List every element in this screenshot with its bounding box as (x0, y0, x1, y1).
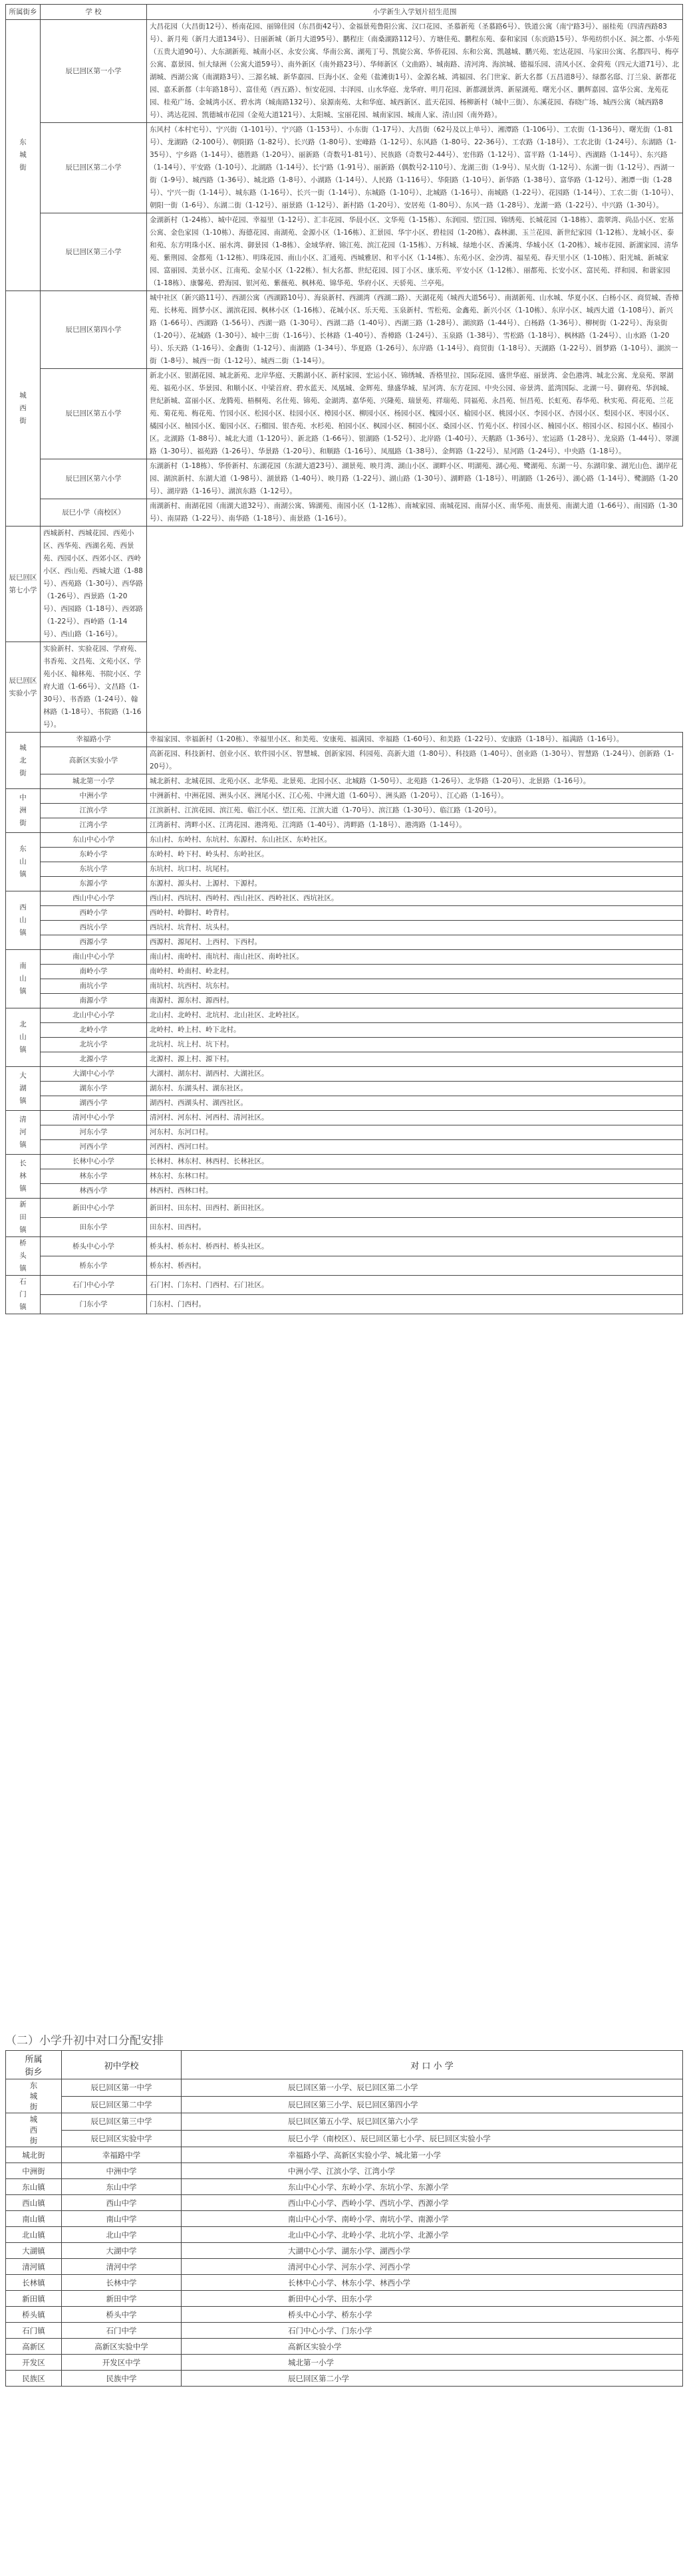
zone-cell: 江湾新村、湾畔小区、江湾花园、港湾苑、江湾路（1-40号）、湾畔路（1-18号）、港湾路（1-14号）。 (147, 818, 683, 833)
feeder-cell: 辰巳回区第一小学、辰巳回区第二小学 (182, 2079, 683, 2097)
street-cell: 民族区 (6, 2371, 62, 2387)
table-header-row (6, 5, 683, 20)
table-row (6, 2211, 683, 2227)
zone-cell: 南岭村、岭南村、岭北村。 (147, 965, 683, 979)
street-cell: 东 城 街 (6, 20, 41, 291)
table-row (6, 1008, 683, 1023)
street-cell: 新田镇 (6, 2291, 62, 2307)
table-row (6, 979, 683, 994)
school-cell: 辰巳回区第二小学 (41, 123, 147, 213)
feeder-cell: 清河中心小学、河东小学、河西小学 (182, 2259, 683, 2275)
table-row (6, 1199, 683, 1218)
zone-cell: 林西村、西林口村。 (147, 1184, 683, 1199)
table-row (6, 2355, 683, 2371)
zone-cell: 西城新村、西城花园、西苑小区、西华苑、西湖名苑、西景苑、西园小区、西郊小区、西岭小区、西山苑、西城大道（1-88号）、西苑路（1-30号）、西华路（1-26号）、西景路（1-20号）、西园路（1-18号）、西郊路（1-22号）、西岭路（1-14号）、西山路（1-16号）。 (41, 527, 147, 642)
zone-cell: 新田村、田东村、田西村、新田社区。 (147, 1199, 683, 1218)
feeder-cell: 大湖中心小学、湖东小学、湖西小学 (182, 2243, 683, 2259)
table-row (6, 2096, 683, 2113)
street-cell: 长林镇 (6, 2275, 62, 2291)
table-row (6, 950, 683, 965)
table-row (6, 1256, 683, 1276)
enrollment-zone-table (5, 4, 683, 1314)
street-cell: 城北街 (6, 2147, 62, 2163)
zone-cell: 北坑村、坑上村、坑下村。 (147, 1038, 683, 1052)
school-cell: 林东小学 (41, 1169, 147, 1184)
zone-cell: 东岭村、岭下村、岭头村、东岭社区。 (147, 848, 683, 862)
zone-cell: 长林村、林东村、林西村、长林社区。 (147, 1155, 683, 1169)
table-row (6, 818, 683, 833)
table-row (6, 1038, 683, 1052)
street-cell: 东 城 街 (6, 2079, 62, 2113)
table-row (6, 2275, 683, 2291)
street-cell: 中 洲 街 (6, 789, 41, 833)
school-cell: 辰巳回区第六小学 (41, 459, 147, 499)
school-cell: 新田中心小学 (41, 1199, 147, 1218)
school-cell: 清河中学 (62, 2259, 182, 2275)
zone-cell: 高新花园、科技新村、创业小区、软件园小区、智慧城、创新家园、科园苑、高新大道（1-80号）、科技路（1-40号）、创业路（1-30号）、智慧路（1-24号）、创新路（1-20号）。 (147, 747, 683, 774)
feeder-cell: 东山中心小学、东岭小学、东坑小学、东源小学 (182, 2179, 683, 2195)
school-cell: 江湾小学 (41, 818, 147, 833)
header-street (6, 2051, 62, 2079)
zone-cell: 幸福家园、幸福新村（1-20栋）、幸福里小区、和美苑、安康苑、福满园、幸福路（1-60号）、和美路（1-22号）、安康路（1-18号）、福满路（1-16号）。 (147, 733, 683, 747)
zone-cell: 林东村、东林口村。 (147, 1169, 683, 1184)
street-cell: 清 河 镇 (6, 1111, 41, 1155)
school-cell: 新田中学 (62, 2291, 182, 2307)
zone-cell: 南源村、源东村、源西村。 (147, 994, 683, 1008)
table-row (6, 369, 683, 459)
table-row (6, 2195, 683, 2211)
street-cell: 长 林 镇 (6, 1155, 41, 1199)
zone-cell: 石门村、门东村、门西村、石门社区。 (147, 1276, 683, 1295)
header-school: 学 校 (41, 5, 147, 20)
feeder-cell: 北山中心小学、北岭小学、北坑小学、北源小学 (182, 2227, 683, 2243)
street-cell: 城 北 街 (6, 733, 41, 789)
table-header-row (6, 2051, 683, 2079)
middle-school-assignment-table (5, 2050, 683, 2387)
table-row (6, 2179, 683, 2195)
feeder-cell: 新田中心小学、田东小学 (182, 2291, 683, 2307)
street-cell: 东山镇 (6, 2179, 62, 2195)
zone-cell: 东风村（本村宅号）、宁兴街（1-101号）、宁兴路（1-153号）、小东街（1-17号）、大昌街（62号及以上单号）、湘潭路（1-106号）、工农街（1-136号）、曙光街（1-81号）、龙湖路（2-100号）、朝阳路（1-82号）、长兴路（1-80号）、宏峰路（1-12号）、东风路（1-80号、22-36号）、工农路（1-18号）、工农北街（1-24号）、东湖路（1-35号）、宁乡路（1-14号）、德胜路（1-20号）、丽新路（奇数号1-81号）、民族路（奇数号2-44号）、宏伟路（1-12号）、富平路（1-14号）、西湖路（1-14号）、东兴路（1-14号）、平安路（1-10号）、北湖路（1-14号）、长宁路（1-91号）、丽新路（偶数号2-110号）、龙湖三街（1-9号）、星火街（1-12号）、东湖一街（1-12号）、西湖一街（1-9号）、城西路（1-36号）、城北路（1-8号）、小湖路（1-14号）、人民路（1-116号）、华阳路（1-10号）、新华路（1-38号）、富华路（1-12号）、湘潭一街（1-28号）、宁兴一街（1-14号）、城东路（1-16号）、长兴一街（1-14号）、东城路（1-10号）、北城路（1-16号）、南城路（1-22号）、花园路（1-14号）、工农二街（1-10号）、朝阳一街（1-6号）、东湖二街（1-12号）、丽景路（1-12号）、新村路（1-20号）、安居苑（1-80号）、东风一路（1-28号）、龙湖一路（1-22号）、中兴路（1-30号）。 (147, 123, 683, 213)
feeder-cell: 南山中心小学、南岭小学、南坑小学、南源小学 (182, 2211, 683, 2227)
zone-cell: 南坑村、坑西村、坑东村。 (147, 979, 683, 994)
table-row (6, 2259, 683, 2275)
school-cell: 湖西小学 (41, 1096, 147, 1111)
header-feeder-schools: 对 口 小 学 (182, 2051, 683, 2079)
table-row (6, 965, 683, 979)
table-row (6, 2113, 683, 2131)
school-cell: 西山中学 (62, 2195, 182, 2211)
school-cell: 西源小学 (41, 935, 147, 950)
school-cell: 幸福路中学 (62, 2147, 182, 2163)
street-cell: 西山镇 (6, 2195, 62, 2211)
school-cell: 中洲小学 (41, 789, 147, 804)
zone-cell: 大昌花园（大昌街12号）、桥南花园、丽锦佳园（东昌街42号）、金福景苑鲁阳公寓、汉口花园、圣慕新苑（圣慕路6号）、铁道公寓（南宁路3号）、丽桂苑（四清西路83号）、新月苑（新月大道134号）、日丽新城（新月大道95号）、鹏程庄（南桑湖路112号）、方塘佳苑、鹏程东苑、泰和家园（东贡路15号）、华苑纺织小区、洞之都、小华苑（五贵大道90号）、大东湖新苑、城南小区、永安公寓、华南公寓、湖苑丁号、凯旋公寓、华侨花园、东和公寓、凯越城、鹏兴苑、宏达花园、马家田公寓、名都四号、梅亭公寓、嘉景园、恒大绿洲（公寓大道59号）、南外新区（南外路23号）、华师新区（文曲路）、城南路、清河湾、海滨城、德福乐园、清风小区、金荷苑（四元大道71号）、北湖城、西湖公寓（南湖路3号）、三源名城、新华嘉园、巨海小区、金苑（盐滩街1号）、金源名城、鸿福园、名门世家、新大名都（五昌道8号）、绿都名邸、汀兰泉、新都花园、嘉禾新都（丰年路18号）、富佳苑（西五路）、恒安花园、丰泽园、山水华庭、龙华府、明月花园、新都湖景湾、新屋湖苑、曙光小区、鹏辉嘉园、富华公寓、龙苑花园、桂苑广场、金城湾小区、碧水湾（城南路132号）、泉源南苑、太和华庭、城西新区、蓝天花园、杨柳新村（城中三街）、东溪花园、春晓广场、城西公寓（城西路8号）、鸿达花园、凯德城市花园（金苑大道121号）、太阳城、宝丽花园、城南家园、城南人家、清山园（南外路）。 (147, 20, 683, 123)
table-row (6, 862, 683, 877)
table-row (6, 877, 683, 891)
school-cell: 南岭小学 (41, 965, 147, 979)
zone-cell: 田东村、田西村。 (147, 1218, 683, 1237)
table-row (6, 2323, 683, 2339)
zone-cell: 金湖新村（1-24栋）、城中花园、幸福里（1-12号）、汇丰花园、华晨小区、文华苑（1-15栋）、东润园、望江园、锦绣苑、长城花园（1-18栋）、翡翠湾、尚品小区、宏基公寓、金色家园（1-10栋）、海德花园、南湖苑、金源小区（1-16栋）、汇景园、华宇小区、碧桂园（1-20栋）、森林湖、玉兰花园、新世纪家园（1-12栋）、龙城小区、泰和苑、东方明珠小区、丽水湾、御景园（1-8栋）、金域华府、锦江苑、滨江花园（1-15栋）、万科城、绿地小区、香溪湾、华城小区（1-20栋）、城市花园、新湖家园、清华苑、紫荆园、金都苑（1-12栋）、明珠花园、南山小区、汇通苑、西城雅居、和平小区（1-14栋）、东苑小区、金沙湾、福星苑、春天里小区（1-10栋）、阳光城、新城家园、富丽园、美景小区、江南苑、金星小区（1-22栋）、恒大名都、世纪花园、园丁小区、康乐苑、平安小区（1-12栋）、丽都苑、长安小区、富民苑、祥和园、和谐家园（1-18栋）、康馨苑、碧海园、银河苑、紫薇苑、枫林苑、锦华苑、华府小区、天骄苑、兰亭苑。 (147, 213, 683, 291)
header-middle-school: 初中学校 (62, 2051, 182, 2079)
school-cell: 北坑小学 (41, 1038, 147, 1052)
table-row (6, 1140, 683, 1155)
table-row (6, 1111, 683, 1125)
table-row (6, 459, 683, 499)
zone-cell: 北山村、北岭村、北坑村、北山社区、北岭社区。 (147, 1008, 683, 1023)
school-cell: 林西小学 (41, 1184, 147, 1199)
zone-cell: 南山村、南岭村、南坑村、南山社区、南岭社区。 (147, 950, 683, 965)
zone-cell: 北岭村、岭上村、岭下北村。 (147, 1023, 683, 1038)
table-row (6, 2163, 683, 2179)
school-cell: 北源小学 (41, 1052, 147, 1067)
zone-cell: 新北小区、银湖花园、城北新苑、北岸华庭、天鹅湖小区、新村家园、宏运小区、锦绣城、香格里拉、国际花园、盛世华庭、丽景湾、金色港湾、城北公寓、龙泉苑、翠湖苑、福苑小区、华景园、和顺小区、中梁首府、碧水蓝天、凤凰城、金辉苑、鼎盛华城、星河湾、东方花园、中央公园、帝景湾、蓝湾国际、北湖一号、御府苑、华润城、世纪新城、富丽小区、龙腾苑、梧桐苑、名仕苑、锦苑、金湖湾、嘉华苑、兴隆苑、瑞景苑、祥瑞苑、同福苑、永昌苑、恒昌苑、长虹苑、春华苑、秋实苑、荷花苑、兰花苑、菊花苑、梅花苑、竹园小区、松园小区、桂园小区、樟园小区、柳园小区、杨园小区、槐园小区、榆园小区、桃园小区、李园小区、杏园小区、梨园小区、枣园小区、橘园小区、柚园小区、葡园小区、石榴园、银杏苑、水杉苑、柏园小区、枫园小区、桐园小区、桑园小区、竹苑小区、梓园小区、楠园小区、榕园小区、棕园小区、椿园小区。北湖路（1-88号）、城北大道（1-120号）、新北路（1-66号）、银湖路（1-52号）、北岸路（1-40号）、天鹅路（1-36号）、宏运路（1-28号）、龙泉路（1-44号）、翠湖路（1-30号）、福苑路（1-26号）、华景路（1-20号）、和顺路（1-16号）、凤凰路（1-38号）、金辉路（1-22号）、星河路（1-24号）、中央路（1-18号）。 (147, 369, 683, 459)
street-cell: 北 山 镇 (6, 1008, 41, 1067)
school-cell: 西岭小学 (41, 906, 147, 921)
school-cell: 河东小学 (41, 1125, 147, 1140)
table-row (6, 921, 683, 935)
school-cell: 辰巳回区第七小学 (6, 527, 41, 642)
table-row (6, 2291, 683, 2307)
zone-cell: 西山村、西坑村、西岭村、西山社区、西岭社区、西坑社区。 (147, 891, 683, 906)
table-row (6, 1218, 683, 1237)
street-cell: 南山镇 (6, 2211, 62, 2227)
feeder-cell: 辰巳小学（南校区）、辰巳回区第七小学、辰巳回区实验小学 (182, 2130, 683, 2147)
table-row (6, 1276, 683, 1295)
zone-cell: 中洲新村、中洲花园、洲头小区、洲尾小区、江心苑、中洲大道（1-60号）、洲头路（1-20号）、江心路（1-16号）。 (147, 789, 683, 804)
school-cell: 南山中学 (62, 2211, 182, 2227)
zone-cell: 桥东村、桥西村。 (147, 1256, 683, 1276)
table-row (6, 1295, 683, 1314)
zone-cell: 东湖新村（1-18栋）、华侨新村、东湖花园（东湖大道23号）、湖景苑、映月湾、湖山小区、湖畔小区、明湖苑、湖心苑、鹭湖苑、东湖一号、东湖印象、湖光山色、湖岸花园、湖滨新村、东湖大道（1-98号）、湖景路（1-40号）、映月路（1-22号）、湖山路（1-30号）、湖畔路（1-18号）、明湖路（1-26号）、湖心路（1-14号）、鹭湖路（1-20号）、湖岸路（1-16号）、湖滨东路（1-12号）。 (147, 459, 683, 499)
feeder-cell: 桥头中心小学、桥东小学 (182, 2307, 683, 2323)
table-row (6, 1023, 683, 1038)
section-title: （二）小学升初中对口分配安排 (5, 2034, 164, 2048)
school-cell: 高新区实验中学 (62, 2339, 182, 2355)
table-row (6, 848, 683, 862)
school-cell: 辰巳回区第五小学 (41, 369, 147, 459)
street-cell: 石 门 镇 (6, 1276, 41, 1314)
school-cell: 东岭小学 (41, 848, 147, 862)
table-row (6, 1125, 683, 1140)
table-row (6, 2243, 683, 2259)
enrollment-zone-table-body (6, 5, 683, 1314)
street-cell: 西 山 镇 (6, 891, 41, 950)
school-cell: 开发区中学 (62, 2355, 182, 2371)
school-cell: 西坑小学 (41, 921, 147, 935)
zone-cell: 城中社区（新兴路11号）、西湖公寓（西湖路10号）、海泉新村、西湖湾（西湖二路）、天湖花苑（城西大道56号）、南湖新苑、山水城、华夏小区、白杨小区、商贸城、香樟苑、长林苑、圆梦小区、湖滨花园、枫林小区（1-16栋）、花城小区、乐天苑、玉泉新村、雪松苑、金鑫苑、新兴小区（1-10栋）、东岸小区、城西大道（1-108号）、新兴路（1-66号）、西湖路（1-56号）、西湖一路（1-30号）、西湖二路（1-40号）、西湖三路（1-28号）、湖滨路（1-44号）、白杨路（1-36号）、柳树街（1-22号）、海泉街（1-20号）、花城路（1-30号）、城中三街（1-16号）、长林路（1-40号）、香樟路（1-24号）、玉泉路（1-38号）、雪松路（1-18号）、枫林路（1-24号）、山水路（1-20号）、乐天路（1-16号）、金鑫街（1-12号）、南湖路（1-34号）、华夏路（1-26号）、东岸路（1-14号）、商贸街（1-18号）、天湖路（1-22号）、圆梦路（1-10号）、湖滨一街（1-8号）、城西一街（1-12号）、城西二街（1-14号）。 (147, 291, 683, 369)
school-cell: 湖东小学 (41, 1082, 147, 1096)
school-cell: 高新区实验小学 (41, 747, 147, 774)
feeder-cell: 辰巳回区第五小学、辰巳回区第六小学 (182, 2113, 683, 2131)
street-cell: 大湖镇 (6, 2243, 62, 2259)
zone-cell: 西岭村、岭脚村、岭背村。 (147, 906, 683, 921)
feeder-cell: 城北第一小学 (182, 2355, 683, 2371)
table-row (6, 20, 683, 123)
table-row (6, 804, 683, 818)
feeder-cell: 辰巳回区第二小学 (182, 2371, 683, 2387)
table-row (6, 499, 683, 527)
zone-cell: 西源村、源尾村、上西村、下西村。 (147, 935, 683, 950)
school-cell: 长林中学 (62, 2275, 182, 2291)
table-row (6, 1082, 683, 1096)
street-cell: 桥 头 镇 (6, 1237, 41, 1276)
school-cell: 大湖中学 (62, 2243, 182, 2259)
zone-cell: 北源村、源上村、源下村。 (147, 1052, 683, 1067)
zone-cell: 河西村、西河口村。 (147, 1140, 683, 1155)
school-cell: 江滨小学 (41, 804, 147, 818)
school-cell: 石门中心小学 (41, 1276, 147, 1295)
table-row (6, 527, 683, 642)
school-cell: 田东小学 (41, 1218, 147, 1237)
table-row (6, 2079, 683, 2097)
table-row (6, 1169, 683, 1184)
street-cell: 城 西 街 (6, 291, 41, 527)
table-row (6, 733, 683, 747)
school-cell: 北山中学 (62, 2227, 182, 2243)
school-cell: 辰巳回区第三小学 (41, 213, 147, 291)
feeder-cell: 石门中心小学、门东小学 (182, 2323, 683, 2339)
feeder-cell: 幸福路小学、高新区实验小学、城北第一小学 (182, 2147, 683, 2163)
school-cell: 辰巳回区实验小学 (6, 642, 41, 733)
table-row (6, 1237, 683, 1256)
table-row (6, 1096, 683, 1111)
street-cell: 南 山 镇 (6, 950, 41, 1008)
school-cell: 幸福路小学 (41, 733, 147, 747)
school-cell: 东源小学 (41, 877, 147, 891)
feeder-cell: 中洲小学、江滨小学、江湾小学 (182, 2163, 683, 2179)
zone-cell: 河东村、东河口村。 (147, 1125, 683, 1140)
table-row (6, 2227, 683, 2243)
zone-cell: 清河村、河东村、河西村、清河社区。 (147, 1111, 683, 1125)
table-row (6, 747, 683, 774)
school-cell: 长林中心小学 (41, 1155, 147, 1169)
school-cell: 南山中心小学 (41, 950, 147, 965)
zone-cell: 湖西村、西湖头村、湖西社区。 (147, 1096, 683, 1111)
street-cell: 东 山 镇 (6, 833, 41, 891)
feeder-cell: 长林中心小学、林东小学、林西小学 (182, 2275, 683, 2291)
table-row (6, 213, 683, 291)
zone-cell: 南湖新村、南湖花园（南湖大道32号）、南湖公寓、锦湖苑、南园小区（1-12栋）、南城家园、南城花园、南屏小区、南华苑、南景苑、南湖大道（1-66号）、南园路（1-30号）、南屏路（1-22号）、南华路（1-18号）、南景路（1-16号）。 (147, 499, 683, 527)
street-cell: 新 田 镇 (6, 1199, 41, 1237)
zone-cell: 西坑村、坑背村、坑头村。 (147, 921, 683, 935)
school-cell: 桥东小学 (41, 1256, 147, 1276)
school-cell: 南坑小学 (41, 979, 147, 994)
street-cell: 中洲街 (6, 2163, 62, 2179)
table-row (6, 906, 683, 921)
street-cell: 大 湖 镇 (6, 1067, 41, 1111)
school-cell: 北岭小学 (41, 1023, 147, 1038)
middle-school-assignment-table-body (6, 2051, 683, 2387)
street-cell: 石门镇 (6, 2323, 62, 2339)
school-cell: 西山中心小学 (41, 891, 147, 906)
table-row (6, 291, 683, 369)
school-cell: 河西小学 (41, 1140, 147, 1155)
school-cell: 中洲中学 (62, 2163, 182, 2179)
school-cell: 城北第一小学 (41, 774, 147, 789)
school-cell: 南源小学 (41, 994, 147, 1008)
table-row (6, 1184, 683, 1199)
header-street-text: 所属 街乡 (25, 2055, 43, 2077)
street-cell: 高新区 (6, 2339, 62, 2355)
school-cell: 辰巳回区第一小学 (41, 20, 147, 123)
school-cell: 东山中心小学 (41, 833, 147, 848)
table-row (6, 935, 683, 950)
table-row (6, 891, 683, 906)
header-zone: 小学新生入学划片招生范围 (147, 5, 683, 20)
zone-cell: 东山村、东岭村、东坑村、东源村、东山社区、东岭社区。 (147, 833, 683, 848)
zone-cell: 东源村、源头村、上源村、下源村。 (147, 877, 683, 891)
school-cell: 大湖中心小学 (41, 1067, 147, 1082)
feeder-cell: 辰巳回区第三小学、辰巳回区第四小学 (182, 2096, 683, 2113)
table-row (6, 123, 683, 213)
table-row (6, 2147, 683, 2163)
school-cell: 桥头中学 (62, 2307, 182, 2323)
table-row (6, 789, 683, 804)
table-row (6, 2339, 683, 2355)
table-row (6, 774, 683, 789)
zone-cell: 湖东村、东湖头村、湖东社区。 (147, 1082, 683, 1096)
zone-cell: 城北新村、北城花园、北苑小区、北华苑、北景苑、北园小区、北城路（1-50号）、北苑路（1-26号）、北华路（1-20号）、北景路（1-16号）。 (147, 774, 683, 789)
school-cell: 民族中学 (62, 2371, 182, 2387)
school-cell: 门东小学 (41, 1295, 147, 1314)
feeder-cell: 高新区实验小学 (182, 2339, 683, 2355)
street-cell: 城 西 街 (6, 2113, 62, 2147)
school-cell: 清河中心小学 (41, 1111, 147, 1125)
street-cell: 北山镇 (6, 2227, 62, 2243)
street-cell: 桥头镇 (6, 2307, 62, 2323)
zone-cell: 江滨新村、江滨花园、滨江苑、临江小区、望江苑、江滨大道（1-70号）、滨江路（1-30号）、临江路（1-20号）。 (147, 804, 683, 818)
table-row (6, 642, 683, 733)
school-cell: 桥头中心小学 (41, 1237, 147, 1256)
table-row (6, 994, 683, 1008)
table-row (6, 2130, 683, 2147)
school-cell: 北山中心小学 (41, 1008, 147, 1023)
feeder-cell: 西山中心小学、西岭小学、西坑小学、西源小学 (182, 2195, 683, 2211)
street-cell: 清河镇 (6, 2259, 62, 2275)
school-cell: 东坑小学 (41, 862, 147, 877)
street-cell: 开发区 (6, 2355, 62, 2371)
table-row (6, 833, 683, 848)
school-cell: 辰巳小学（南校区） (41, 499, 147, 527)
header-street: 所属街乡 (6, 5, 41, 20)
school-cell: 石门中学 (62, 2323, 182, 2339)
zone-cell: 门东村、门西村。 (147, 1295, 683, 1314)
school-cell: 辰巳回区第三中学 (62, 2113, 182, 2131)
table-row (6, 1052, 683, 1067)
zone-cell: 大湖村、湖东村、湖西村、大湖社区。 (147, 1067, 683, 1082)
school-cell: 东山中学 (62, 2179, 182, 2195)
table-row (6, 2307, 683, 2323)
table-row (6, 1155, 683, 1169)
school-cell: 辰巳回区实验中学 (62, 2130, 182, 2147)
school-cell: 辰巳回区第一中学 (62, 2079, 182, 2097)
zone-cell: 东坑村、坑口村、坑尾村。 (147, 862, 683, 877)
zone-cell: 实验新村、实验花园、学府苑、书香苑、文昌苑、文苑小区、学苑小区、翰林苑、书院小区、学府大道（1-66号）、文昌路（1-30号）、书香路（1-24号）、翰林路（1-18号）、书院路（1-16号）。 (41, 642, 147, 733)
table-row (6, 1067, 683, 1082)
school-cell: 辰巳回区第四小学 (41, 291, 147, 369)
school-cell: 辰巳回区第二中学 (62, 2096, 182, 2113)
zone-cell: 桥头村、桥东村、桥西村、桥头社区。 (147, 1237, 683, 1256)
table-row (6, 2371, 683, 2387)
